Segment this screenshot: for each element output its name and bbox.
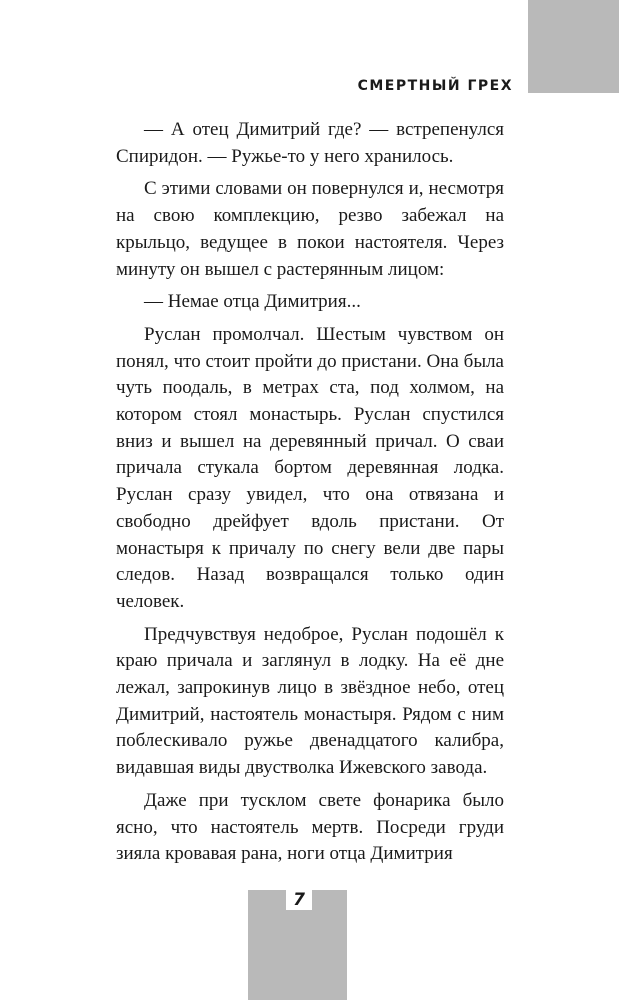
paragraph-4 [116, 322, 504, 616]
paragraph-6-text: Даже при тусклом свете фонарика было ясно, что настоятель мертв. Посреди груди зияла кровавая рана, ноги отца Димитрия [116, 789, 504, 865]
paragraph-1 [116, 117, 504, 170]
paragraph-2 [116, 176, 504, 283]
running-head: СМЕРТНЫЙ ГРЕХ [357, 78, 513, 94]
paragraph-6 [116, 788, 504, 868]
paragraph-2-text: С этими словами он повернулся и, несмотря на свою комплекцию, резво забежал на крыльцо, ведущее в покои настоятеля. Через минуту он вышел с растерянным лицом: [116, 178, 504, 280]
paragraph-1-text: — А отец Димитрий где? — встрепенулся Спиридон. — Ружье-то у него хранилось. [116, 119, 504, 167]
paragraph-5 [116, 622, 504, 782]
paragraph-4-text: Руслан промолчал. Шестым чувством он понял, что стоит пройти до пристани. Она была чуть поодаль, в метрах ста, под холмом, на котором стоял монастырь. Руслан спустился вниз и вышел на деревянный причал. О сваи причала стукала бортом деревянная лодка. Руслан сразу увидел, что она отвязана и свободно дрейфует вдоль пристани. От монастыря к причалу по снегу вели две пары следов. Назад возвращался только один человек. [116, 323, 504, 612]
paragraph-3-text: — Немае отца Димитрия... [144, 291, 361, 313]
paragraph-5-text: Предчувствуя недоброе, Руслан подошёл к краю причала и заглянул в лодку. На её дне лежал, запрокинув лицо в звёздное небо, отец Димитрий, настоятель монастыря. Рядом с ним поблескивало ружье двенадцатого калибра, видавшая виды двустволка Ижевского завода. [116, 623, 504, 779]
body-text [116, 117, 504, 874]
corner-tab-decoration [528, 0, 619, 93]
paragraph-3 [116, 289, 504, 316]
page-number: 7 [286, 890, 312, 910]
